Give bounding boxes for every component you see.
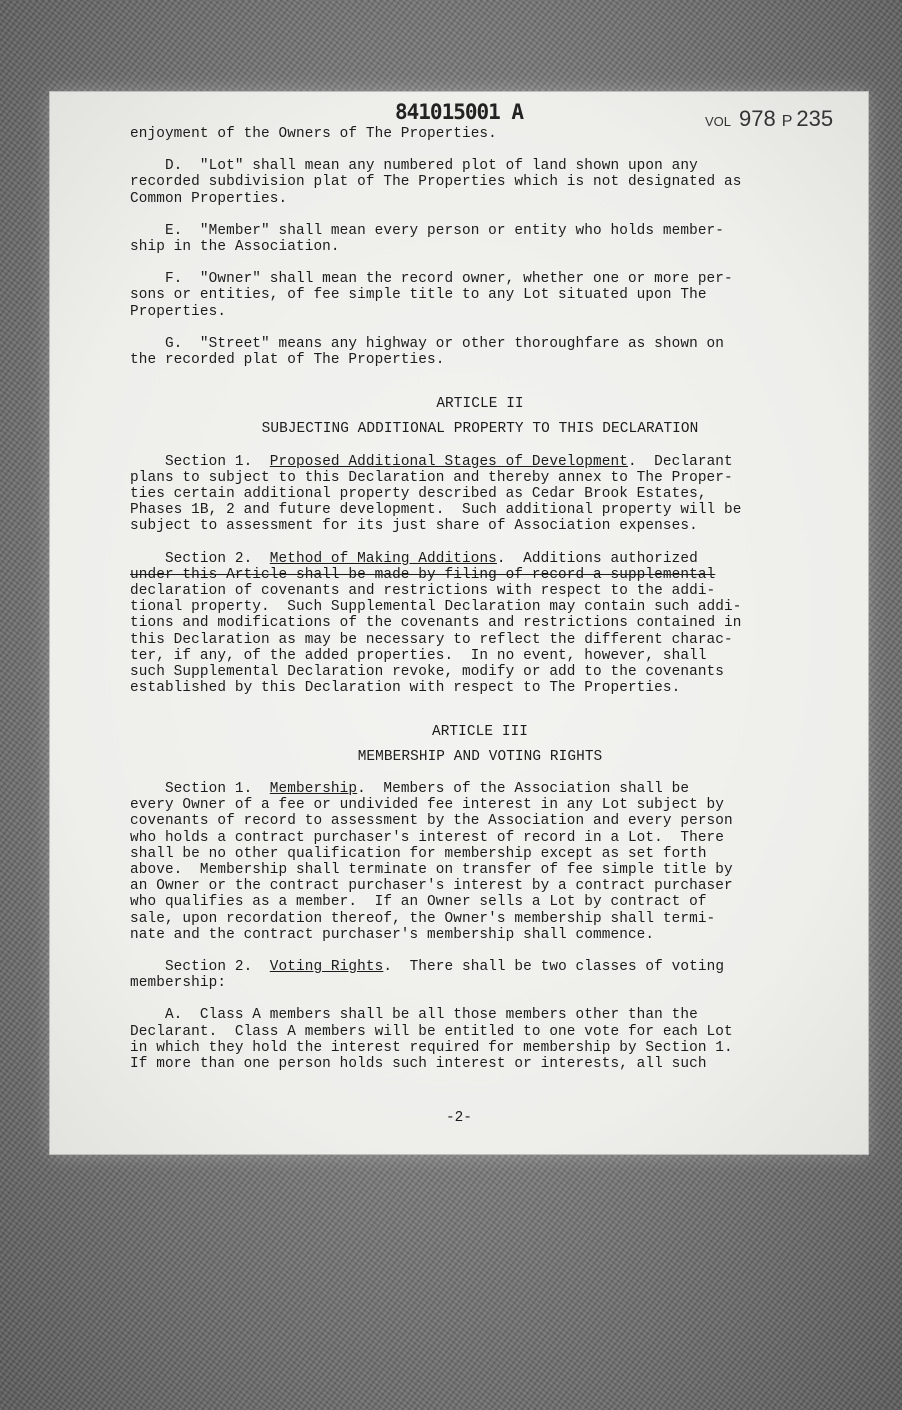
text-line: every Owner of a fee or undivided fee interest in any Lot subject by [130,797,725,814]
document-number: 841015001 A [395,100,524,124]
text-line: D. "Lot" shall mean any numbered plot of land shown upon any [130,158,698,175]
text-line: nate and the contract purchaser's membership shall commence. [130,926,655,943]
text-line: declaration of covenants and restrictions with respect to the addi- [130,583,716,600]
text-line: plans to subject to this Declaration and thereby annex to The Proper- [130,469,733,486]
section-heading: Voting Rights [269,958,384,975]
text-line: who holds a contract purchaser's interest of record in a Lot. There [130,829,725,846]
text-line: tions and modifications of the covenants and restrictions contained in [130,615,742,632]
text-line: Properties. [130,303,227,320]
page-label: P [781,113,793,130]
text-line: A. Class A members shall be all those members other than the [130,1007,698,1024]
article-iii [130,724,830,1072]
article-subtitle: MEMBERSHIP AND VOTING RIGHTS [357,748,603,765]
text-line: Common Properties. [130,190,288,207]
text-line: ties certain additional property described as Cedar Brook Estates, [130,486,707,503]
text-line: ship in the Association. [130,239,340,256]
text-line: this Declaration as may be necessary to reflect the different charac- [130,631,733,648]
section-first-line: Section 1. Membership. Members of the Association shall be [130,780,690,797]
text-line: established by this Declaration with respect to The Properties. [130,680,681,697]
text-line: sons or entities, of fee simple title to any Lot situated upon The [130,287,707,304]
definitions-section [130,126,830,368]
section-heading: Method of Making Additions [269,550,497,567]
text-line: an Owner or the contract purchaser's interest by a contract purchaser [130,878,733,895]
text-line: recorded subdivision plat of The Properties which is not designated as [130,174,742,191]
text-line: such Supplemental Declaration revoke, modify or add to the covenants [130,664,725,681]
page-footer-number: -2- [446,1110,472,1126]
text-line: ter, if any, of the added properties. In no event, however, shall [130,647,707,664]
text-line: sale, upon recordation thereof, the Owner's membership shall termi- [130,910,716,927]
document-page [50,92,868,1154]
text-line: Declarant. Class A members will be entitled to one vote for each Lot [130,1023,733,1040]
struck-text-line: under this Article shall be made by filing of record a supplemental [130,566,716,583]
section-heading: Proposed Additional Stages of Development [269,453,628,470]
volume-number: 978 [739,106,776,131]
section-first-line: Section 2. Method of Making Additions. Additions authorized [130,550,698,567]
section-first-line: Section 1. Proposed Additional Stages of Development. Declarant [130,453,733,470]
text-line: E. "Member" shall mean every person or entity who holds member- [130,222,725,239]
text-line: If more than one person holds such interest or interests, all such [130,1055,707,1072]
text-line: the recorded plat of The Properties. [130,352,445,369]
section-heading: Membership [269,780,358,797]
text-line: membership: [130,975,227,992]
document-body [130,126,830,1072]
page-number-stamp: 235 [796,106,834,131]
article-title: ARTICLE II [436,396,524,413]
text-line: Phases 1B, 2 and future development. Such additional property will be [130,502,742,519]
volume-label: VOL [705,114,732,129]
text-line: tional property. Such Supplemental Declaration may contain such addi- [130,599,742,616]
text-line: enjoyment of the Owners of The Properties. [130,126,497,142]
text-line: who qualifies as a member. If an Owner sells a Lot by contract of [130,894,707,911]
section-first-line: Section 2. Voting Rights. There shall be two classes of voting [130,958,725,975]
text-line: shall be no other qualification for membership except as set forth [130,845,707,862]
text-line: G. "Street" means any highway or other thoroughfare as shown on [130,335,725,352]
text-line: F. "Owner" shall mean the record owner, whether one or more per- [130,271,733,288]
article-ii [130,396,830,696]
text-line: subject to assessment for its just share of Association expenses. [130,518,698,535]
text-line: covenants of record to assessment by the Association and every person [130,813,733,830]
text-line: above. Membership shall terminate on transfer of fee simple title by [130,861,733,878]
article-subtitle: SUBJECTING ADDITIONAL PROPERTY TO THIS DECLARATION [261,421,699,438]
article-title: ARTICLE III [431,724,529,741]
text-line: in which they hold the interest required for membership by Section 1. [130,1039,733,1056]
